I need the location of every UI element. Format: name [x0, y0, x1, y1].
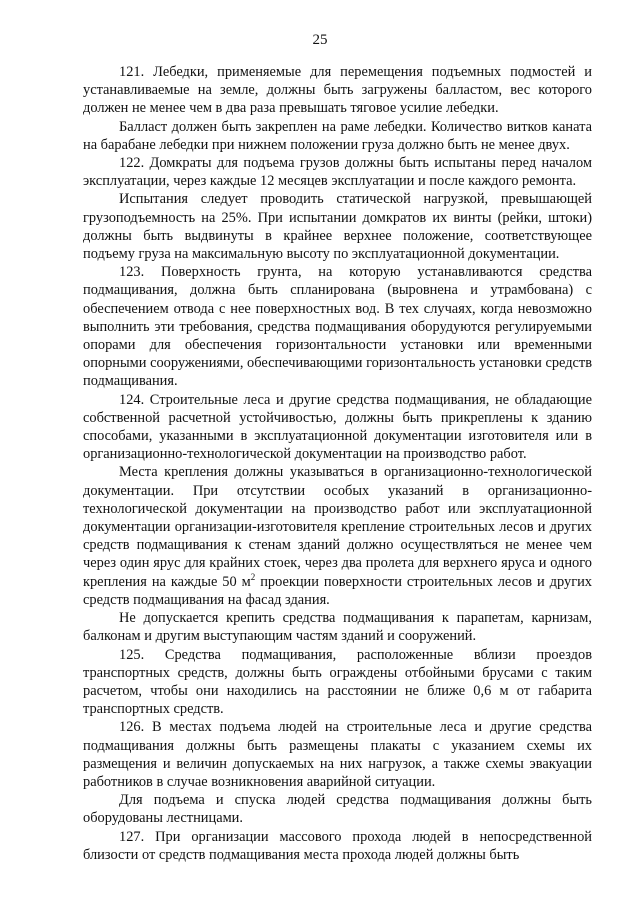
paragraph-123: 123. Поверхность грунта, на которую устанавливаются средства подмащивания, должна быть спланирована (выровнена и утрамбована) с обеспечением отвода с нее поверхностных вод. В тех случаях, когда невозможно выполнить эти требования, средства подмащивания оборудуются регулируемыми опорами для обеспечения горизонтальности установки или временными опорными сооружениями, обеспечивающими горизонтальность установки средств подмащивания. [83, 264, 593, 390]
paragraph-prohibition: Не допускается крепить средства подмащивания к парапетам, карнизам, балконам и другим выступающим частям зданий и сооружений. [83, 610, 592, 645]
square-meter-superscript: 2 [250, 571, 256, 582]
paragraph-testing: Испытания следует проводить статической нагрузкой, превышающей грузоподъемность на 25%. При испытании домкратов их винты (рейки, штоки) должны быть выдвинуты в крайнее верхнее положение, соответствующее подъему груза на максимальную высоту по эксплуатационной документации. [83, 191, 592, 263]
paragraph-124: 124. Строительные леса и другие средства подмащивания, не обладающие собственной расчетной устойчивостью, должны быть прикреплены к зданию способами, указанными в эксплуатационной документации изготовителя или в организационно-технологической документации на производство работ. [83, 391, 592, 463]
paragraph-ladders: Для подъема и спуска людей средства подмащивания должны быть оборудованы лестницами. [83, 792, 592, 827]
paragraph-122: 122. Домкраты для подъема грузов должны быть испытаны перед началом эксплуатации, через каждые 12 месяцев эксплуатации и после каждого ремонта. [83, 155, 592, 190]
paragraph-121: 121. Лебедки, применяемые для перемещения подъемных подмостей и устанавливаемые на земле, должны быть загружены балластом, вес которого должен не менее чем в два раза превышать тяговое усилие лебедки. [83, 64, 592, 117]
paragraph-fastening-points [83, 463, 592, 609]
paragraph-ballast: Балласт должен быть закреплен на раме лебедки. Количество витков каната на барабане лебедки при нижнем положении груза должно быть не менее двух. [83, 118, 592, 153]
paragraph-125: 125. Средства подмащивания, расположенные вблизи проездов транспортных средств, должны быть ограждены отбойными брусами с таким расчетом, чтобы они находились на расстоянии не ближе 0,6 м от габарита транспортных средств. [83, 646, 592, 718]
document-body [83, 63, 592, 864]
paragraph-126: 126. В местах подъема людей на строительные леса и другие средства подмащивания должны быть размещены плакаты с указанием схемы их размещения и величин допускаемых на них нагрузок, а также схемы эвакуации работников в случае возникновения аварийной ситуации. [83, 719, 592, 790]
fastening-text-before: Места крепления должны указываться в организационно-технологической документации. При отсутствии особых указаний в организационно-технологической документации на производство работ или эксплуатационной документации организации-изготовителя крепление строительных лесов и других средств подмащивания к стенам зданий должно осуществляться не менее чем через один ярус для крайних стоек, через два пролета для верхнего яруса и одного крепления на каждые 50 м [83, 464, 592, 590]
paragraph-127: 127. При организации массового прохода людей в непосредственной близости от средств подмащивания места прохода людей должны быть [83, 828, 592, 863]
fastening-text-after: проекции поверхности строительных лесов и других средств подмащивания на фасад здания. [83, 573, 592, 608]
page-number: 25 [312, 32, 328, 48]
